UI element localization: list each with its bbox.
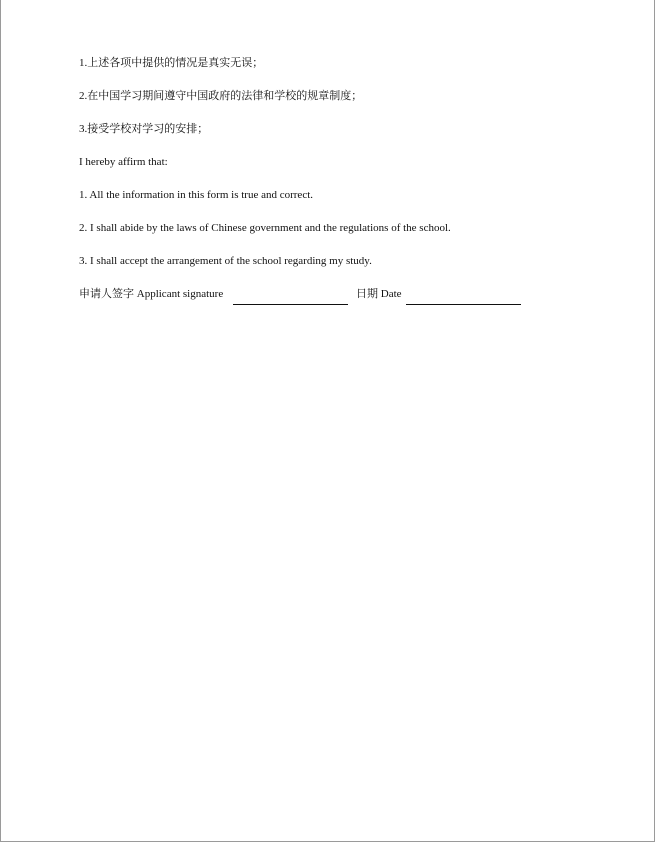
cn-declaration-item-2: 2.在中国学习期间遵守中国政府的法律和学校的规章制度； [79,90,363,102]
applicant-signature-field[interactable] [233,291,348,305]
date-label: 日期 Date [356,288,402,300]
en-declaration-item-2: 2. I shall abide by the laws of Chinese government and the regulations of the school. [79,222,451,234]
applicant-signature-label: 申请人签字 Applicant signature [79,288,224,300]
en-declaration-heading: I hereby affirm that: [79,156,168,168]
cn-declaration-item-3: 3.接受学校对学习的安排； [79,123,209,135]
cn-declaration-item-1: 1.上述各项中提供的情况是真实无误； [79,57,264,69]
en-declaration-item-1: 1. All the information in this form is true and correct. [79,189,314,201]
date-field[interactable] [406,291,521,305]
en-declaration-item-3: 3. I shall accept the arrangement of the school regarding my study. [79,255,372,267]
